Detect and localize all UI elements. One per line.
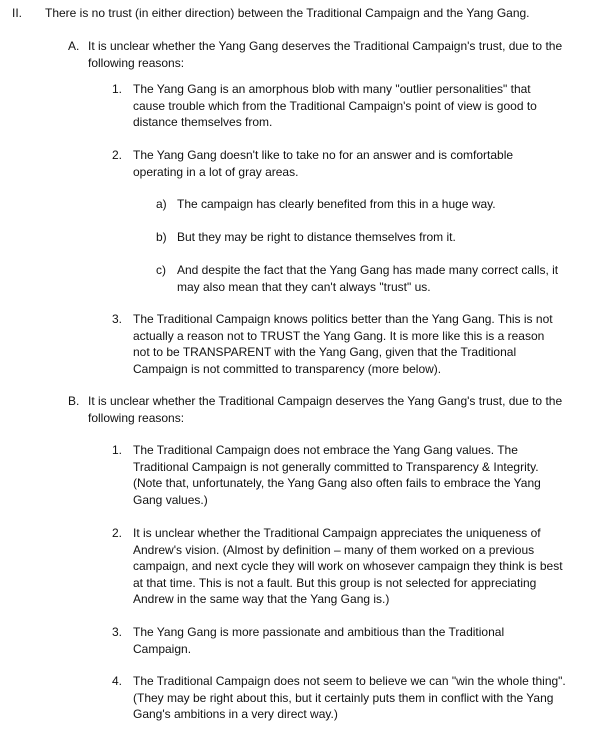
subsection-a-text: It is unclear whether the Yang Gang deserves the Traditional Campaign's trust, due to the following reasons: bbox=[88, 39, 563, 70]
list-item-a2-marker: 2. bbox=[112, 148, 123, 162]
list-item-a3 bbox=[112, 311, 557, 377]
subsection-a-marker: A. bbox=[68, 39, 80, 53]
list-item-a1-text: The Yang Gang is an amorphous blob with many "outlier personalities" that cause trouble which from the Traditional Campaign's point of view is good to distance themselves from. bbox=[133, 82, 537, 129]
list-item-a3-text: The Traditional Campaign knows politics better than the Yang Gang. This is not actually a reason not to TRUST the Yang Gang. It is more like this is a reason not to be TRANSPARENT with the Yang Gang, given that the Traditional Campaign is not committed to transparency (more below). bbox=[133, 312, 553, 376]
list-item-b4-text: The Traditional Campaign does not seem to believe we can "win the whole thing". (They may be right about this, but it certainly puts them in conflict with the Yang Gang's ambitions in a very direct way.) bbox=[133, 674, 566, 721]
sub-item-c-marker: c) bbox=[156, 263, 166, 277]
sub-item-a bbox=[156, 196, 576, 213]
list-item-a2-text: The Yang Gang doesn't like to take no for an answer and is comfortable operating in a lot of gray areas. bbox=[133, 148, 514, 179]
subsection-b bbox=[68, 393, 568, 426]
list-item-b3-marker: 3. bbox=[112, 625, 123, 639]
subsection-b-marker: B. bbox=[68, 394, 80, 408]
sub-item-a-text: The campaign has clearly benefited from this in a huge way. bbox=[177, 197, 496, 211]
sub-item-b-marker: b) bbox=[156, 230, 167, 244]
sub-item-b-text: But they may be right to distance themselves from it. bbox=[177, 230, 456, 244]
list-item-b1 bbox=[112, 442, 557, 508]
list-item-b2 bbox=[112, 525, 574, 608]
list-item-b1-text: The Traditional Campaign does not embrace the Yang Gang values. The Traditional Campaign is not generally committed to Transparency & Integrity. (Note that, unfortunately, the Yang Gang also often fails to embrace the Yang Gang values.) bbox=[133, 443, 541, 507]
list-item-b3 bbox=[112, 624, 552, 657]
list-item-a3-marker: 3. bbox=[112, 312, 123, 326]
list-item-b1-marker: 1. bbox=[112, 443, 123, 457]
list-item-b2-marker: 2. bbox=[112, 526, 123, 540]
subsection-b-text: It is unclear whether the Traditional Campaign deserves the Yang Gang's trust, due to the following reasons: bbox=[88, 394, 563, 425]
list-item-a1-marker: 1. bbox=[112, 82, 123, 96]
list-item-b4-marker: 4. bbox=[112, 674, 123, 688]
section-marker: II. bbox=[12, 6, 23, 20]
section-heading bbox=[12, 5, 572, 22]
list-item-b4 bbox=[112, 673, 574, 723]
list-item-b2-text: It is unclear whether the Traditional Campaign appreciates the uniqueness of Andrew's vision. (Almost by definition – many of them worked on a previous campaign, and next cycle they will work on whosever campaign they think is best at that time. This is not a fault. But this group is not selected for appreciating Andrew in the same way that the Yang Gang is.) bbox=[133, 526, 563, 606]
sub-item-a-marker: a) bbox=[156, 197, 167, 211]
list-item-a2 bbox=[112, 147, 552, 180]
subsection-a bbox=[68, 38, 568, 71]
sub-item-c-text: And despite the fact that the Yang Gang has made many correct calls, it may also mean that they can't always "trust" us. bbox=[177, 263, 559, 294]
sub-item-b bbox=[156, 229, 576, 246]
sub-item-c bbox=[156, 262, 576, 295]
list-item-a1 bbox=[112, 81, 552, 131]
section-text: There is no trust (in either direction) between the Traditional Campaign and the Yang Gang. bbox=[45, 6, 530, 20]
list-item-b3-text: The Yang Gang is more passionate and ambitious than the Traditional Campaign. bbox=[133, 625, 505, 656]
